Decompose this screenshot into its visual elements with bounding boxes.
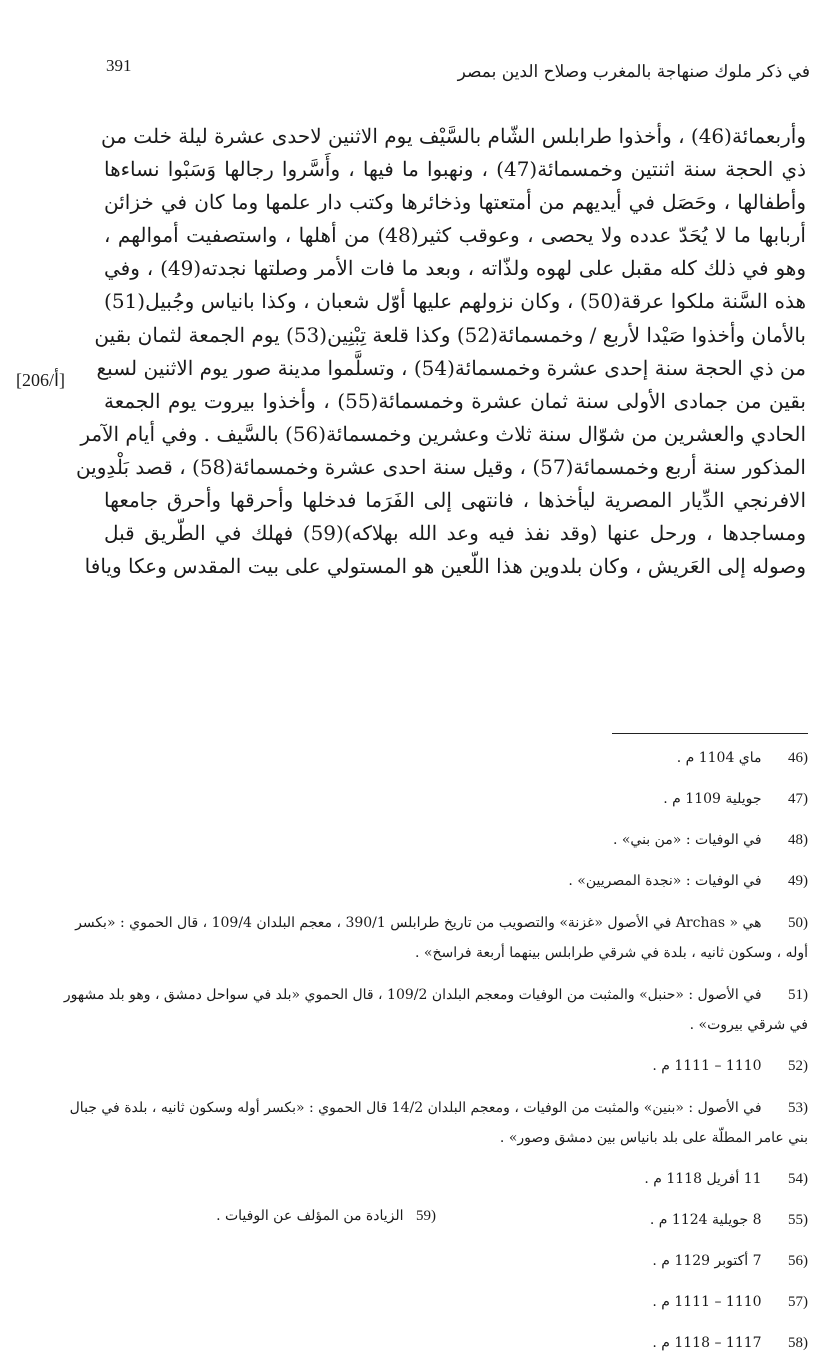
footnote [60, 1247, 808, 1276]
body-line: المذكور سنة أربع وخمسمائة(57) ، وقيل سنة احدى عشرة وخمسمائة(58) ، قصد بَلْدِوين [75, 454, 806, 479]
footnote [60, 1329, 808, 1358]
footnote-number: (51 [788, 987, 808, 1003]
footnote [60, 1165, 808, 1194]
footnote-number: (49 [788, 873, 808, 889]
footnote [60, 867, 808, 896]
body-line: بقين من جمادى الأولى سنة ثمان عشرة وخمسمائة(55) ، وأخذوا بيروت يوم الجمعة [104, 388, 806, 413]
footnote-number: (53 [788, 1100, 808, 1116]
footnote-text: هي « Archas في الأصول «غزنة» والتصويب من تاريخ طرابلس 390/1 ، معجم البلدان 109/4 ، قال الحموي : «بكسر أوله ، وسكون ثانيه ، بلدة في شرقي طرابلس بينهما أربعة فراسخ» . [75, 915, 808, 961]
footnote-text: في الأصول : «حنبل» والمثبت من الوفيات ومعجم البلدان 109/2 ، قال الحموي «بلد في سواحل دمشق ، وهو بلد مشهور في شرقي بيروت» . [63, 987, 808, 1033]
footnote-text: في الوفيات : «من بني» . [612, 832, 762, 848]
running-header: في ذكر ملوك صنهاجة بالمغرب وصلاح الدين بمصر [457, 62, 810, 82]
footnote-number: (56 [788, 1253, 808, 1269]
footnote-text: في الوفيات : «نجدة المصريين» . [568, 873, 762, 889]
footnote-text: 1117 – 1118 م . [652, 1335, 762, 1351]
body-line: بالأمان وأخذوا صَيْدا لأربع / وخمسمائة(52) وكذا قلعة تِبْنِين(53) يوم الجمعة لثمان بقين [94, 322, 806, 347]
footnote-text: 1110 – 1111 م . [652, 1058, 762, 1074]
footnote-text: 7 أكتوبر 1129 م . [652, 1253, 762, 1269]
footnote-text: 1110 – 1111 م . [652, 1294, 762, 1310]
footnote [60, 744, 808, 773]
footnote-number: (57 [788, 1294, 808, 1310]
footnote-number: (54 [788, 1171, 808, 1187]
body-text [75, 120, 806, 583]
footnote [60, 1288, 808, 1317]
footnote [60, 980, 808, 1040]
body-line: الحادي والعشرين من شوّال سنة ثلاث وعشرين وخمسمائة(56) بالسَّيف . وفي أيام الآمر [80, 421, 806, 446]
footnote-text: في الأصول : «بنين» والمثبت من الوفيات ، ومعجم البلدان 14/2 قال الحموي : «بكسر أوله وسكون ثانيه ، بلدة في جبال بني عامر المطلّة على بلد بانياس بين دمشق وصور» . [69, 1100, 808, 1146]
body-line: أربابها ما لا يُحَدّ عدده ولا يحصى ، وعوقب كثير(48) من أهلها ، واستصفيت أموالهم ، [104, 223, 806, 248]
footnotes [60, 744, 808, 1370]
footnote-text: الزيادة من المؤلف عن الوفيات . [216, 1208, 404, 1224]
footnote [60, 785, 808, 814]
footnote-number: (46 [788, 750, 808, 766]
footnote-number: (59 [416, 1208, 436, 1224]
footnote-text: جويلية 1109 م . [663, 791, 762, 807]
footnote-number: (58 [788, 1335, 808, 1351]
body-line: هذه السَّنة ملكوا عرقة(50) ، وكان نزولهم عليها أوّل شعبان ، وكذا بانياس وجُبيل(51) [104, 289, 806, 314]
body-line: وأطفالها ، وحَصَل في أيديهم من أمتعتها وذخائرها وكتب دار علمها وما كان في خزائن [104, 190, 806, 215]
body-line: ومساجدها ، ورحل عنها (وقد نفذ فيه وعد الله بهلاكه)(59) فهلك في الطّريق قبل [104, 521, 806, 546]
footnote-number: (47 [788, 791, 808, 807]
footnote-number: (48 [788, 832, 808, 848]
footnote-text: 11 أفريل 1118 م . [644, 1171, 762, 1187]
footnote-text: ماي 1104 م . [676, 750, 762, 766]
body-line: الافرنجي الدِّيار المصرية ليأخذها ، فانتهى إلى الفَرَما فدخلها وأحرقها وأحرق جامعها [104, 488, 806, 513]
body-line: من ذي الحجة سنة إحدى عشرة وخمسمائة(54) ، وتسلَّموا مدينة صور يوم الاثنين لسبع [96, 355, 806, 380]
footnote-number: (55 [788, 1212, 808, 1228]
footnote-separator [612, 733, 808, 734]
body-line: وأربعمائة(46) ، وأخذوا طرابلس الشّام بالسَّيْف يوم الاثنين لاحدى عشرة ليلة خلت من [101, 124, 806, 148]
footnote [60, 1093, 808, 1153]
margin-folio-reference: [206/أ] [16, 370, 66, 390]
footnote [60, 1052, 808, 1081]
footnote [60, 826, 808, 855]
footnote-59 [196, 1208, 436, 1225]
body-line: وصوله إلى العَريش ، وكان بلدوين هذا اللّعين هو المستولي على بيت المقدس وعكا ويافا [84, 554, 806, 579]
footnote-number: (52 [788, 1058, 808, 1074]
footnote [60, 908, 808, 968]
body-line: وهو في ذلك كله مقبل على لهوه ولذّاته ، وبعد ما فات الأمر وصلتها نجدته(49) ، وفي [104, 256, 806, 281]
page-number: 391 [106, 56, 132, 75]
body-line: ذي الحجة سنة اثنتين وخمسمائة(47) ، ونهبوا ما فيها ، وأَسَّروا رجالها وَسَبْوا نساءها [104, 157, 806, 182]
footnote-text: 8 جويلية 1124 م . [649, 1212, 762, 1228]
footnote-number: (50 [788, 915, 808, 931]
